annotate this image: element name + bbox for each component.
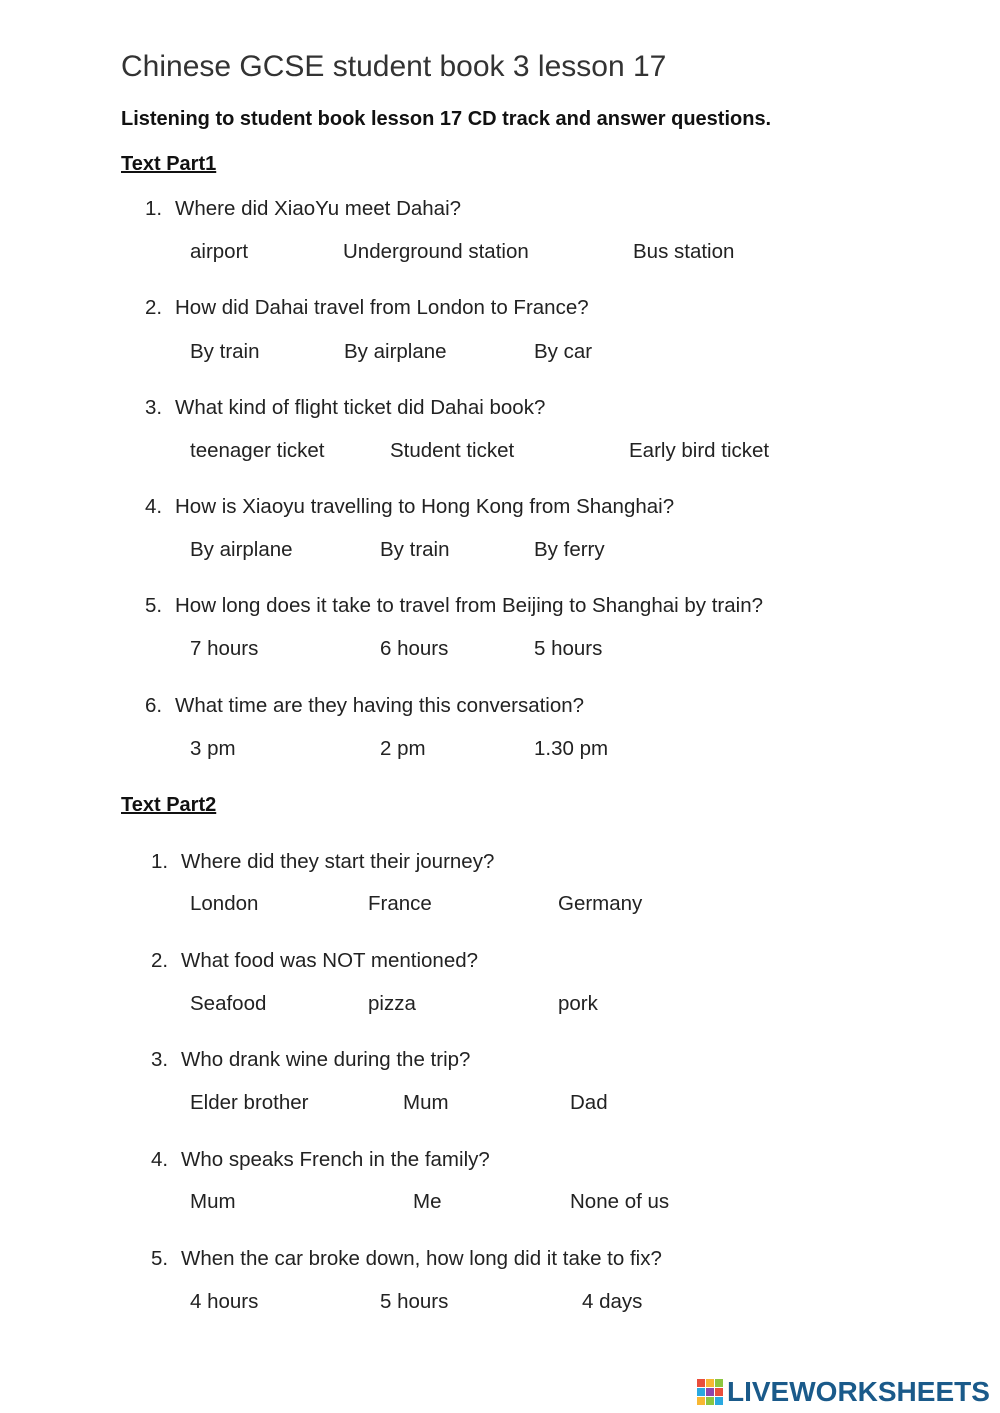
option[interactable]: Early bird ticket — [629, 439, 770, 462]
question-2-1: 1. Where did they start their journey? — [151, 850, 495, 873]
section-heading-part1: Text Part1 — [121, 153, 217, 175]
option[interactable]: France — [368, 892, 432, 915]
page-title: Chinese GCSE student book 3 lesson 17 — [121, 50, 667, 83]
logo-square — [697, 1379, 705, 1387]
option[interactable]: 5 hours — [534, 637, 603, 660]
logo-square — [715, 1388, 723, 1396]
option[interactable]: 6 hours — [380, 637, 449, 660]
option[interactable]: 2 pm — [380, 737, 426, 760]
option[interactable]: pizza — [368, 992, 416, 1015]
option[interactable]: Underground station — [343, 240, 529, 263]
instructions: Listening to student book lesson 17 CD track and answer questions. — [121, 108, 772, 130]
logo-square — [715, 1379, 723, 1387]
logo-text: LIVEWORKSHEETS — [727, 1376, 990, 1407]
option[interactable]: 5 hours — [380, 1290, 449, 1313]
option[interactable]: 3 pm — [190, 737, 236, 760]
option[interactable]: By airplane — [190, 538, 293, 561]
option[interactable]: teenager ticket — [190, 439, 325, 462]
logo-grid-icon — [697, 1379, 723, 1405]
logo-square — [706, 1388, 714, 1396]
question-2-3: 3. Who drank wine during the trip? — [151, 1048, 471, 1071]
option[interactable]: 1.30 pm — [534, 737, 609, 760]
logo-square — [715, 1397, 723, 1405]
option[interactable]: pork — [558, 992, 598, 1015]
option[interactable]: 7 hours — [190, 637, 259, 660]
option[interactable]: Me — [413, 1190, 442, 1213]
option[interactable]: Mum — [403, 1091, 449, 1114]
question-2-2: 2. What food was NOT mentioned? — [151, 949, 479, 972]
logo-square — [697, 1397, 705, 1405]
option[interactable]: By train — [380, 538, 450, 561]
logo-square — [697, 1388, 705, 1396]
option[interactable]: By ferry — [534, 538, 605, 561]
logo-square — [706, 1397, 714, 1405]
question-1-2: 2. How did Dahai travel from London to France? — [145, 296, 589, 319]
option[interactable]: Germany — [558, 892, 643, 915]
option[interactable]: Bus station — [633, 240, 735, 263]
option[interactable]: airport — [190, 240, 249, 263]
question-2-5: 5. When the car broke down, how long did it take to fix? — [151, 1247, 662, 1270]
option[interactable]: Mum — [190, 1190, 236, 1213]
option[interactable]: Student ticket — [390, 439, 515, 462]
option[interactable]: By airplane — [344, 340, 447, 363]
section-heading-part2: Text Part2 — [121, 794, 217, 816]
option[interactable]: None of us — [570, 1190, 670, 1213]
liveworksheets-logo[interactable] — [697, 1376, 990, 1408]
option[interactable]: By car — [534, 340, 593, 363]
option[interactable]: 4 hours — [190, 1290, 259, 1313]
question-2-4: 4. Who speaks French in the family? — [151, 1148, 490, 1171]
question-1-3: 3. What kind of flight ticket did Dahai book? — [145, 396, 546, 419]
option[interactable]: Elder brother — [190, 1091, 309, 1114]
option[interactable]: By train — [190, 340, 260, 363]
question-1-6: 6. What time are they having this conversation? — [145, 694, 585, 717]
question-1-5: 5. How long does it take to travel from Beijing to Shanghai by train? — [145, 594, 763, 617]
option[interactable]: 4 days — [582, 1290, 643, 1313]
option[interactable]: London — [190, 892, 259, 915]
option[interactable]: Seafood — [190, 992, 267, 1015]
question-1-4: 4. How is Xiaoyu travelling to Hong Kong from Shanghai? — [145, 495, 675, 518]
question-1-1: 1. Where did XiaoYu meet Dahai? — [145, 197, 462, 220]
logo-square — [706, 1379, 714, 1387]
option[interactable]: Dad — [570, 1091, 608, 1114]
